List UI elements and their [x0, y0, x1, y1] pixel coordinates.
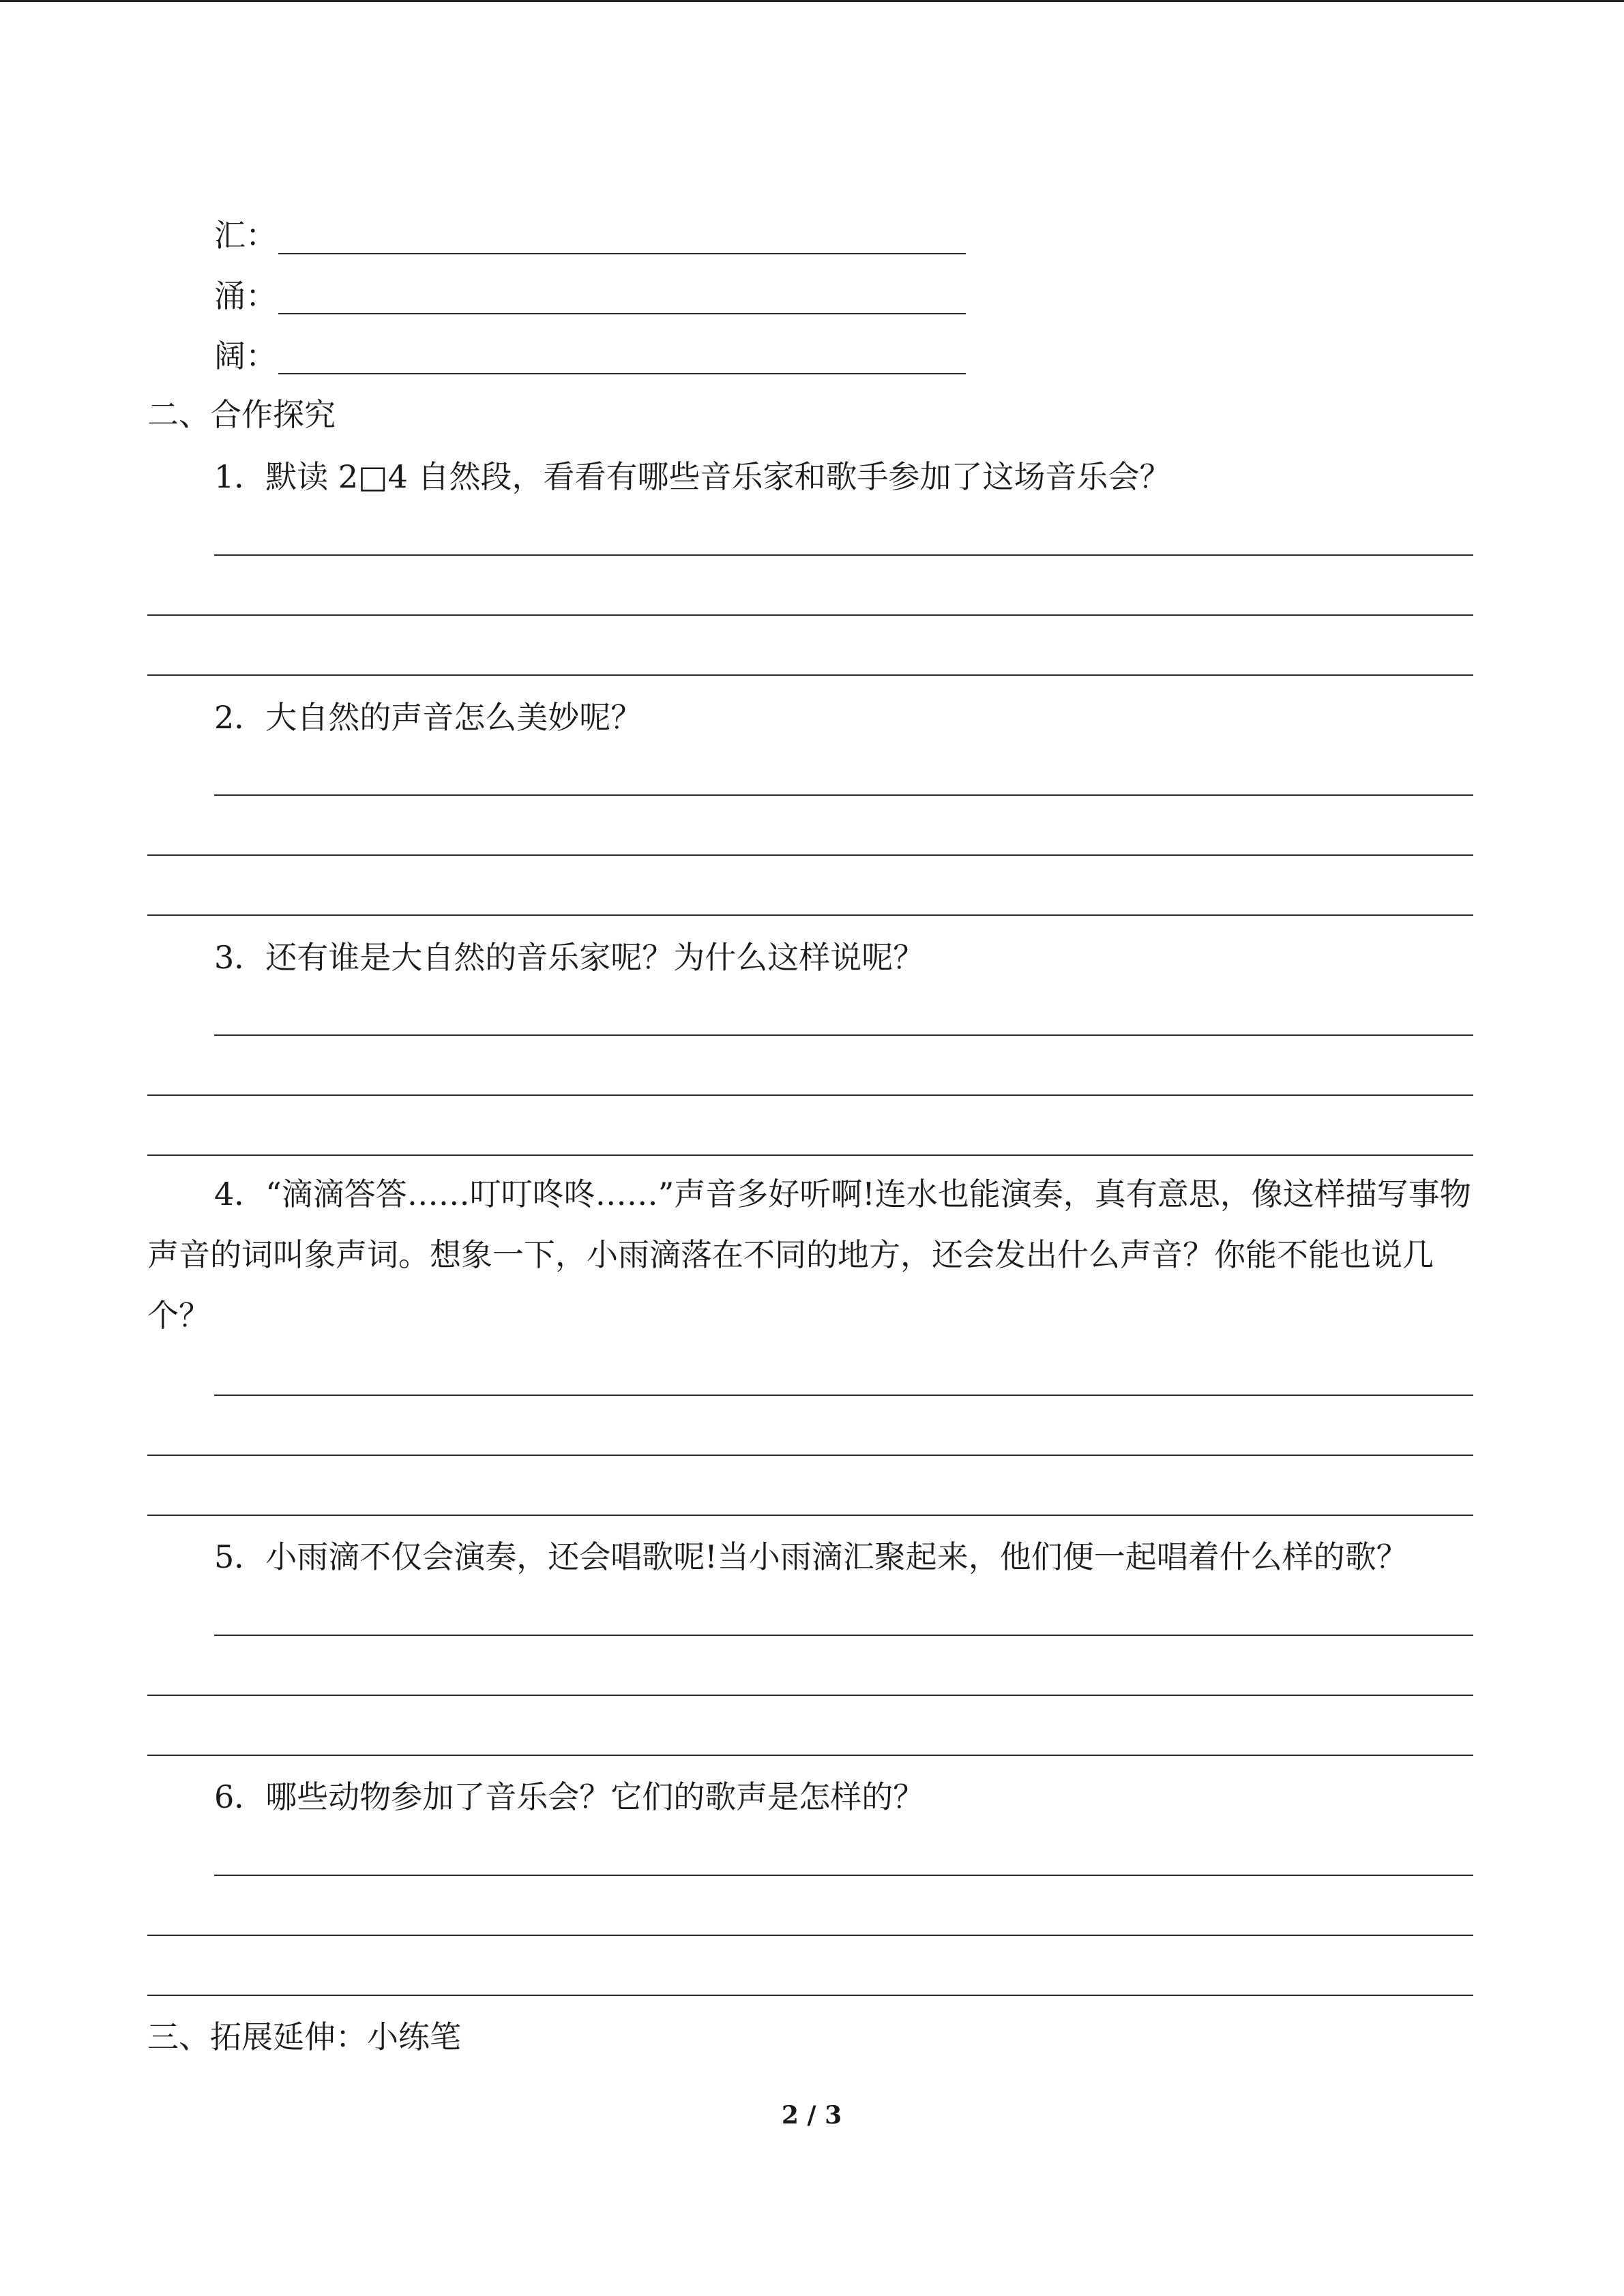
answer-line[interactable]: [214, 1034, 1473, 1036]
question-5: 5．小雨滴不仅会演奏，还会唱歌呢!当小雨滴汇聚起来，他们便一起唱着什么样的歌？: [214, 1538, 1408, 1575]
answer-line[interactable]: [147, 674, 1473, 676]
answer-line[interactable]: [214, 1395, 1473, 1396]
question-2: 2．大自然的声音怎么美妙呢？: [214, 699, 643, 736]
answer-line[interactable]: [147, 914, 1473, 916]
vocab-label-kuo: 阔：: [214, 338, 277, 374]
answer-line[interactable]: [147, 854, 1473, 856]
section-heading: 二、合作探究: [147, 396, 336, 433]
answer-line[interactable]: [147, 614, 1473, 616]
vocab-label-hui: 汇：: [214, 217, 277, 254]
page-number: 2 / 3: [781, 2101, 842, 2130]
question-6: 6．哪些动物参加了音乐会？它们的歌声是怎样的？: [214, 1778, 925, 1815]
section-heading: 三、拓展延伸：小练笔: [147, 2018, 461, 2055]
answer-line[interactable]: [214, 1635, 1473, 1636]
answer-line[interactable]: [147, 1935, 1473, 1936]
answer-line[interactable]: [147, 1995, 1473, 1996]
answer-line[interactable]: [214, 794, 1473, 796]
question-1: 1．默读 2□4 自然段，看看有哪些音乐家和歌手参加了这场音乐会？: [214, 458, 1171, 495]
answer-line[interactable]: [214, 1875, 1473, 1876]
vocab-answer-line[interactable]: [278, 253, 966, 254]
question-3: 3．还有谁是大自然的音乐家呢？为什么这样说呢？: [214, 939, 925, 976]
answer-line[interactable]: [214, 554, 1473, 556]
answer-line[interactable]: [147, 1515, 1473, 1516]
vocab-answer-line[interactable]: [278, 313, 966, 314]
vocab-label-yong: 涌：: [214, 278, 277, 314]
answer-line[interactable]: [147, 1755, 1473, 1756]
question-4: 4．“滴滴答答……叮叮咚咚……”声音多好听啊!连水也能演奏，真有意思，像这样描写事物声音的词叫象声词。想象一下，小雨滴落在不同的地方，还会发出什么声音？你能不能也说几个？: [147, 1176, 1471, 1334]
answer-line[interactable]: [147, 1455, 1473, 1456]
answer-line[interactable]: [147, 1094, 1473, 1096]
page-top-border: [0, 0, 1624, 2]
answer-line[interactable]: [147, 1154, 1473, 1156]
vocab-answer-line[interactable]: [278, 373, 966, 374]
answer-line[interactable]: [147, 1695, 1473, 1696]
